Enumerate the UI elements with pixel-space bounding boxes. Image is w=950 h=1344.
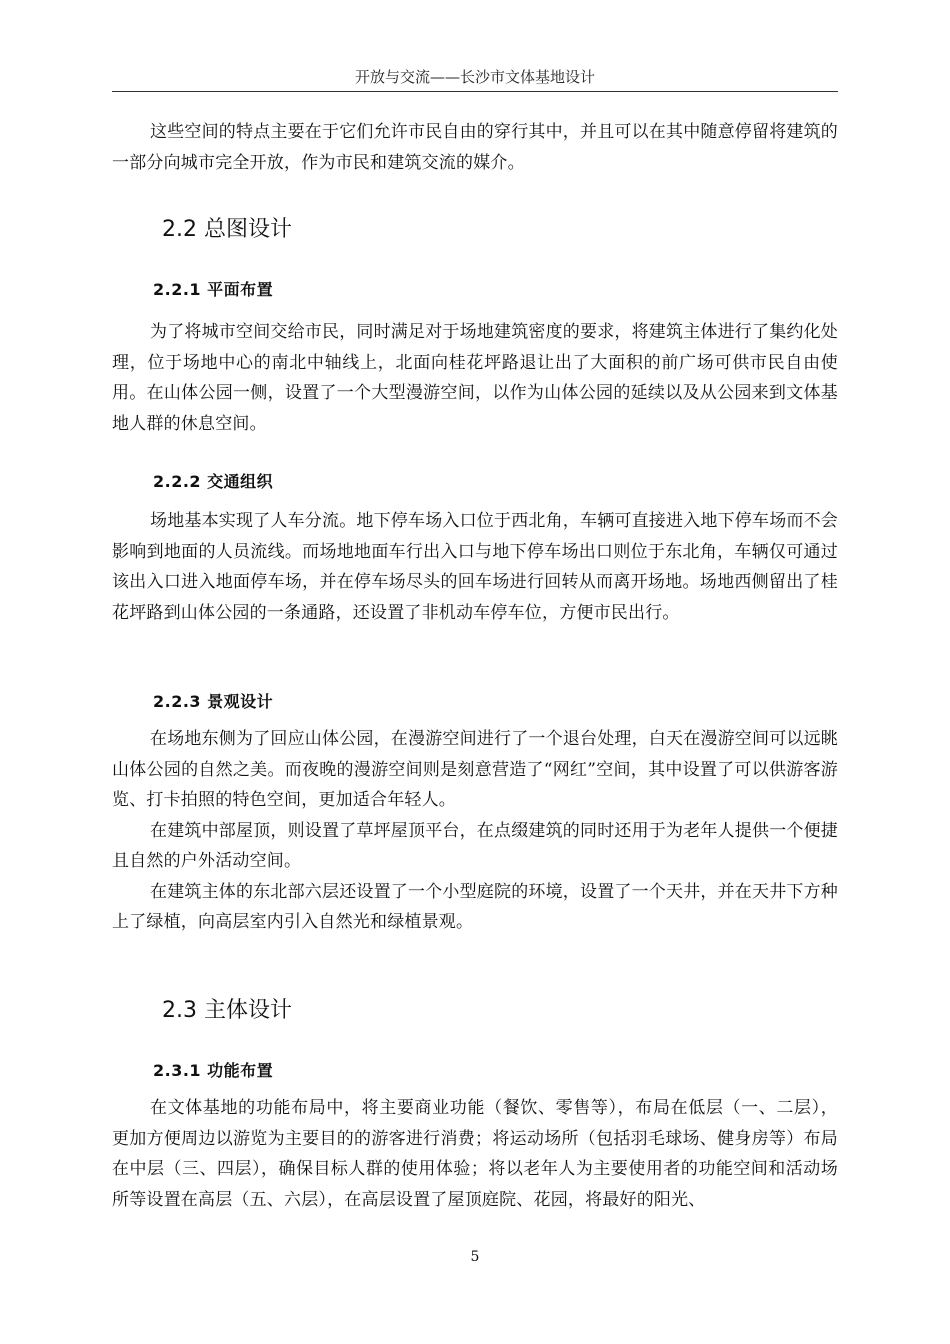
- header-divider: [112, 91, 838, 92]
- paragraph-2-2-3-b: 在建筑中部屋顶，则设置了草坪屋顶平台，在点缀建筑的同时还用于为老年人提供一个便捷且自然的户外活动空间。: [112, 820, 838, 871]
- subsection-heading-2-3-1: 2.3.1 功能布置: [153, 1061, 274, 1080]
- subsection-heading-2-2-1: 2.2.1 平面布置: [153, 280, 274, 299]
- paragraph-block-2-2-3: [112, 724, 838, 938]
- paragraph-block-2-3-1: [112, 1093, 838, 1215]
- section-heading-2-3: 2.3 主体设计: [162, 998, 292, 1023]
- paragraph-2-3-1: 在文体基地的功能布局中，将主要商业功能（餐饮、零售等），布局在低层（一、二层），更加方便周边以游览为主要目的的游客进行消费；将运动场所（包括羽毛球场、健身房等）布局在中层（三、四层），确保目标人群的使用体验；将以老年人为主要使用者的功能空间和活动场所等设置在高层（五、六层），在高层设置了屋顶庭院、花园，将最好的阳光、: [112, 1098, 838, 1210]
- paragraph-2-2-3-a: 在场地东侧为了回应山体公园，在漫游空间进行了一个退台处理，白天在漫游空间可以远眺山体公园的自然之美。而夜晚的漫游空间则是刻意营造了“网红”空间，其中设置了可以供游客游览、打卡拍照的特色空间，更加适合年轻人。: [112, 729, 838, 810]
- intro-paragraph: 这些空间的特点主要在于它们允许市民自由的穿行其中，并且可以在其中随意停留将建筑的一部分向城市完全开放，作为市民和建筑交流的媒介。: [112, 122, 838, 173]
- page-number: 5: [470, 1249, 480, 1265]
- paragraph-2-2-3-c: 在建筑主体的东北部六层还设置了一个小型庭院的环境，设置了一个天井，并在天井下方种上了绿植，向高层室内引入自然光和绿植景观。: [112, 881, 838, 932]
- paragraph-2-2-2: 场地基本实现了人车分流。地下停车场入口位于西北角，车辆可直接进入地下停车场而不会影响到地面的人员流线。而场地地面车行出入口与地下停车场出口则位于东北角，车辆仅可通过该出入口进入地面停车场，并在停车场尽头的回车场进行回转从而离开场地。场地西侧留出了桂花坪路到山体公园的一条通路，还设置了非机动车停车位，方便市民出行。: [112, 511, 838, 623]
- section-heading-2-2: 2.2 总图设计: [162, 217, 292, 242]
- paragraph-block-2-2-1: [112, 317, 838, 439]
- paragraph-block-2-2-2: [112, 506, 838, 628]
- subsection-heading-2-2-2: 2.2.2 交通组织: [153, 472, 274, 491]
- subsection-heading-2-2-3: 2.2.3 景观设计: [153, 692, 274, 711]
- paragraph-2-2-1: 为了将城市空间交给市民，同时满足对于场地建筑密度的要求，将建筑主体进行了集约化处理，位于场地中心的南北中轴线上，北面向桂花坪路退让出了大面积的前广场可供市民自由使用。在山体公园一侧，设置了一个大型漫游空间，以作为山体公园的延续以及从公园来到文体基地人群的休息空间。: [112, 322, 838, 434]
- running-header: 开放与交流——长沙市文体基地设计: [354, 68, 595, 86]
- intro-paragraph-block: [112, 117, 838, 178]
